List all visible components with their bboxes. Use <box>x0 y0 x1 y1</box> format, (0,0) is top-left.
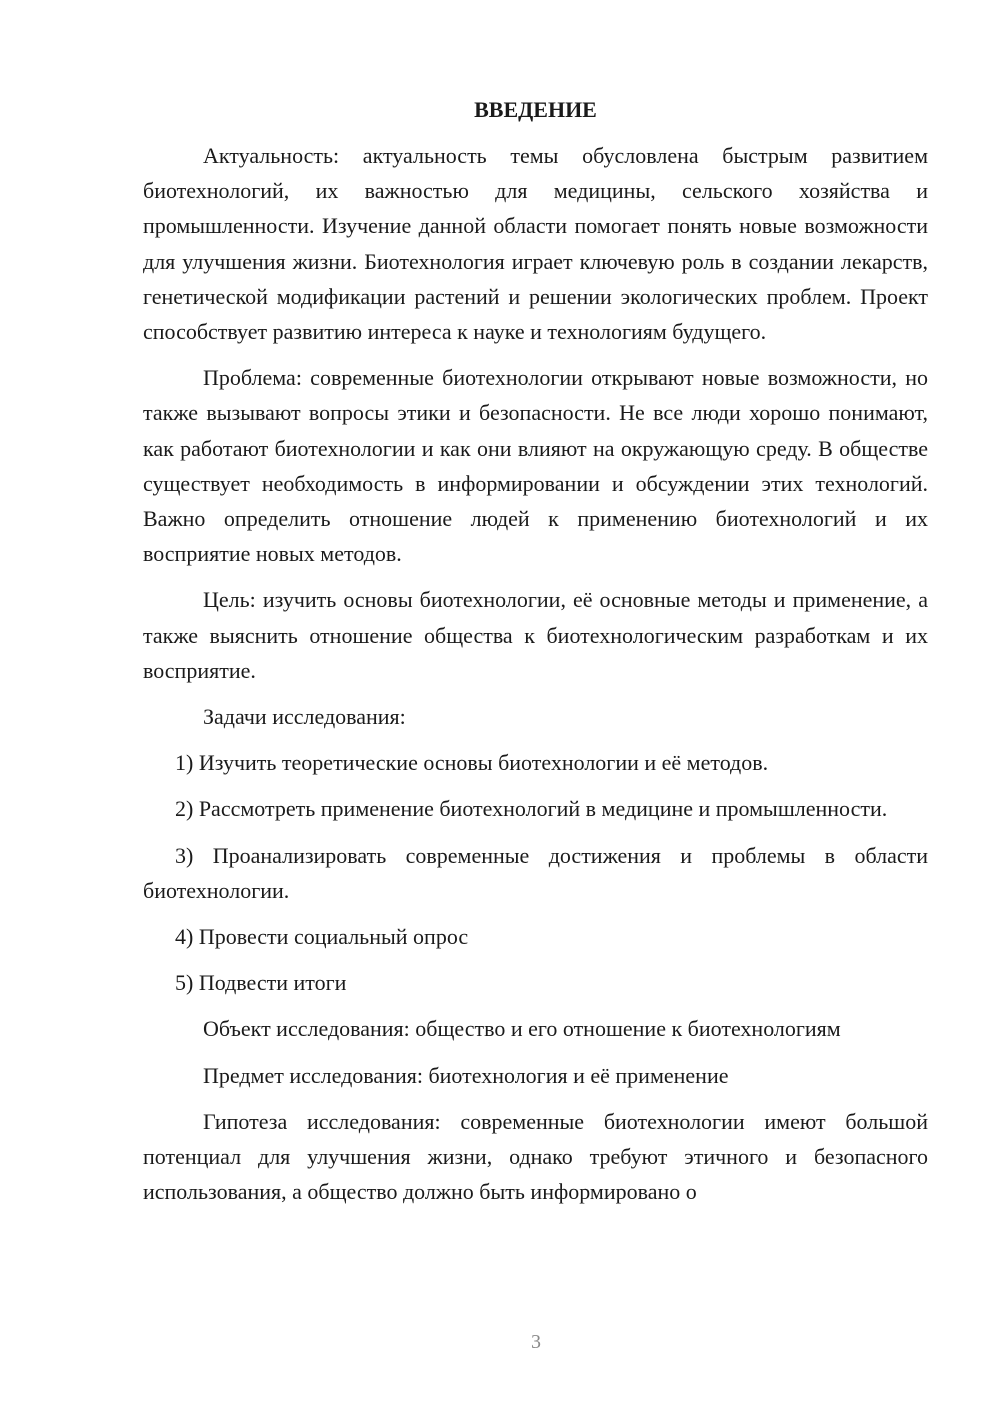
section-title: ВВЕДЕНИЕ <box>474 97 597 122</box>
tasks-heading: Задачи исследования: <box>203 704 406 730</box>
page-content <box>143 92 928 1220</box>
paragraph-hypothesis: Гипотеза исследования: современные биотехнологии имеют большой потенциал для улучшения жизни, однако требуют этичного и безопасного использования, а общество должно быть информировано о <box>143 1108 928 1205</box>
task-item-1: 1) Изучить теоретические основы биотехнологии и её методов. <box>175 750 769 776</box>
task-item-5: 5) Подвести итоги <box>175 970 347 996</box>
task-item-2: 2) Рассмотреть применение биотехнологий в медицине и промышленности. <box>175 796 888 822</box>
paragraph-relevance: Актуальность: актуальность темы обусловлена быстрым развитием биотехнологий, их важностью для медицины, сельского хозяйства и промышленности. Изучение данной области помогает понять новые возможности для улучшения жизни. Биотехнология играет ключевую роль в создании лекарств, генетической модификации растений и решении экологических проблем. Проект способствует развитию интереса к науке и технологиям будущего. <box>143 143 928 345</box>
paragraph-problem: Проблема: современные биотехнологии открывают новые возможности, но также вызывают вопросы этики и безопасности. Не все люди хорошо понимают, как работают биотехнологии и как они влияют на окружающую среду. В обществе существует необходимость в информировании и обсуждении этих технологий. Важно определить отношение людей к применению биотехнологий и их восприятие новых методов. <box>143 365 928 567</box>
paragraph-subject: Предмет исследования: биотехнология и её применение <box>203 1062 729 1088</box>
paragraph-object: Объект исследования: общество и его отношение к биотехнологиям <box>203 1016 841 1042</box>
page-number: 3 <box>531 1331 541 1353</box>
paragraph-goal: Цель: изучить основы биотехнологии, её основные методы и применение, а также выяснить отношение общества к биотехнологическим разработкам и их восприятие. <box>143 587 928 683</box>
task-item-4: 4) Провести социальный опрос <box>175 924 469 950</box>
task-item-3: 3) Проанализировать современные достижения и проблемы в области биотехнологии. <box>143 842 928 903</box>
